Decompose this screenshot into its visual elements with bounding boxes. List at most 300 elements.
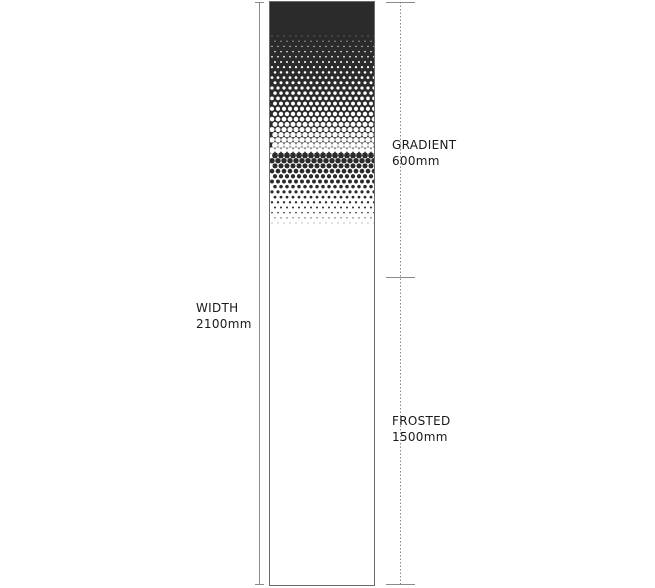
halftone-dot [333,122,338,127]
halftone-dot [355,56,357,58]
halftone-dot [321,174,325,178]
halftone-dot [274,61,276,63]
halftone-dot [354,97,358,101]
halftone-dot [310,81,313,84]
halftone-dot [344,223,345,224]
halftone-dot [356,36,357,37]
halftone-dot [346,51,348,53]
halftone-dot [319,56,321,58]
halftone-dot [304,41,305,42]
halftone-dot [335,147,341,153]
halftone-dot [349,201,351,203]
halftone-dot [367,46,368,47]
halftone-dot [339,174,343,178]
halftone-dot [346,217,347,218]
halftone-dot [306,190,309,193]
halftone-dot [309,91,312,94]
halftone-dot [308,132,313,137]
halftone-dot [282,180,286,184]
halftone-dot [338,142,344,148]
halftone-dot [298,51,300,53]
halftone-dot [370,61,372,63]
halftone-dot [328,71,331,74]
halftone-dot [341,137,347,143]
halftone-dot [334,41,335,42]
halftone-dot [280,71,283,74]
halftone-dot [306,117,311,122]
halftone-dot [354,180,358,184]
halftone-dot [344,142,350,148]
halftone-dot [360,86,363,89]
halftone-dot [357,112,361,116]
halftone-dot [296,163,301,168]
halftone-dot [369,102,373,106]
halftone-dot [290,163,295,168]
halftone-dot [277,76,280,79]
halftone-dot [351,185,355,189]
halftone-dot [333,185,337,189]
halftone-dot [291,91,294,94]
halftone-dot [310,71,313,74]
halftone-dot [283,212,285,214]
halftone-dot [336,86,339,89]
halftone-dot [370,41,371,42]
halftone-dot [311,137,317,143]
halftone-dot [319,66,321,68]
halftone-dot [302,163,307,168]
halftone-dot [320,153,326,159]
halftone-dot [338,153,344,159]
halftone-dot [296,153,302,159]
halftone-dot [356,142,362,148]
halftone-dot [328,196,331,199]
halftone-dot [278,163,283,168]
halftone-dot [272,132,277,137]
halftone-dot [364,71,367,74]
halftone-dot [299,158,304,163]
halftone-dot [303,102,307,106]
halftone-dot [365,127,370,132]
halftone-dot [352,71,355,74]
halftone-dot [326,142,332,148]
halftone-dot [365,147,371,153]
halftone-dot [336,97,340,101]
halftone-dot [328,217,329,218]
halftone-dot [286,196,289,199]
halftone-dot [294,117,299,122]
halftone-dot [274,217,275,218]
halftone-dot [363,112,367,116]
halftone-dot [272,142,278,148]
halftone-dot [314,142,320,148]
halftone-dot [355,201,357,203]
halftone-dot [368,163,373,168]
halftone-dot [357,174,361,178]
halftone-dot [272,153,278,159]
halftone-dot [305,137,311,143]
halftone-dot [364,206,366,208]
halftone-dot [358,81,361,84]
halftone-dot [285,174,289,178]
halftone-dot [286,81,289,84]
halftone-dot [289,76,292,79]
halftone-dot [316,217,317,218]
halftone-dot [366,97,370,101]
halftone-dot [301,46,302,47]
halftone-dot [270,86,273,89]
halftone-dot [301,76,304,79]
halftone-dot [327,174,331,178]
halftone-dot [304,206,306,208]
halftone-dot [357,122,362,127]
halftone-dot [368,132,373,137]
halftone-dot [360,190,363,193]
halftone-dot [286,71,289,74]
halftone-dot [356,223,357,224]
halftone-dot [336,190,339,193]
halftone-dot [298,61,300,63]
halftone-dot [289,201,291,203]
halftone-dot [353,137,359,143]
halftone-dot [281,127,286,132]
halftone-dot [360,117,365,122]
halftone-dot [291,102,295,106]
halftone-dot [352,51,354,53]
halftone-dot [305,158,310,163]
halftone-dot [322,217,323,218]
halftone-dot [295,66,297,68]
halftone-dot [325,56,327,58]
halftone-dot [286,51,288,53]
halftone-dot [350,36,351,37]
halftone-dot [336,180,340,184]
halftone-dot [364,81,367,84]
halftone-dot [366,169,371,174]
halftone-dot [360,107,364,111]
halftone-dot [337,201,339,203]
halftone-dot [307,56,309,58]
halftone-dot [280,61,282,63]
halftone-dot [337,76,340,79]
halftone-dot [316,196,319,199]
halftone-dot [301,66,303,68]
halftone-dot [271,56,273,58]
frosted-label [392,413,451,445]
halftone-dot [346,196,349,199]
halftone-dot [274,51,276,53]
halftone-dot [334,81,337,84]
halftone-dot [306,180,310,184]
halftone-dot [329,147,335,153]
halftone-dot [347,147,353,153]
halftone-dot [330,169,335,174]
halftone-dot [358,61,360,63]
halftone-dot [329,137,335,143]
halftone-dot [305,147,311,153]
halftone-dot [280,41,281,42]
halftone-dot [327,91,330,94]
halftone-dot [318,190,321,193]
halftone-dot [270,180,274,184]
halftone-dot [299,137,305,143]
halftone-dot [332,163,337,168]
halftone-dot [335,127,340,132]
halftone-dot [334,71,337,74]
halftone-dot [348,86,351,89]
halftone-dot [273,122,278,127]
halftone-dot [312,169,317,174]
halftone-dot [298,41,299,42]
halftone-dot [285,112,289,116]
halftone-dot [290,132,295,137]
halftone-dot [276,97,280,101]
halftone-dot [287,127,292,132]
halftone-dot [269,137,275,143]
halftone-dot [352,81,355,84]
halftone-dot [317,158,322,163]
halftone-dot [355,212,357,214]
halftone-dot [346,206,348,208]
halftone-dot [337,66,339,68]
halftone-dot [288,190,291,193]
halftone-dot [294,86,297,89]
halftone-dot [357,102,361,106]
halftone-dot [281,158,286,163]
halftone-dot [320,36,321,37]
halftone-dot [289,212,291,214]
halftone-dot [343,46,344,47]
halftone-dot [367,66,369,68]
halftone-dot [362,142,368,148]
halftone-dot [288,97,292,101]
halftone-dot [337,56,339,58]
halftone-dot [345,174,349,178]
halftone-dot [315,185,319,189]
halftone-dot [316,51,318,53]
halftone-dot [342,117,347,122]
halftone-dot [285,185,289,189]
halftone-dot [270,190,273,193]
halftone-dot [355,46,356,47]
halftone-dot [358,217,359,218]
halftone-dot [284,223,285,224]
halftone-dot [288,86,291,89]
halftone-dot [273,185,277,189]
halftone-dot [273,174,277,178]
halftone-dot [347,137,353,143]
halftone-dot [271,66,273,68]
halftone-dot [363,185,367,189]
halftone-dot [277,56,279,58]
halftone-dot [292,61,294,63]
halftone-dot [325,212,327,214]
halftone-dot [339,102,343,106]
halftone-dot [352,196,355,199]
halftone-dot [283,76,286,79]
halftone-dot [369,122,374,127]
halftone-dot [292,71,295,74]
halftone-dot [324,190,327,193]
halftone-dot [348,107,352,111]
halftone-dot [283,56,285,58]
halftone-dot [327,185,331,189]
gradient-label [392,137,456,169]
halftone-dot [323,147,329,153]
halftone-dot [321,185,325,189]
glass-panel [269,2,377,585]
halftone-dot [349,76,352,79]
halftone-dot [346,61,348,63]
halftone-dot [282,117,287,122]
halftone-dot [291,112,295,116]
halftone-dot [338,223,339,224]
halftone-dot [295,212,297,214]
halftone-dot [298,81,301,84]
halftone-dot [296,142,302,148]
halftone-dot [356,153,362,159]
halftone-dot [331,212,333,214]
halftone-dot [370,196,373,199]
halftone-dot [344,153,350,159]
halftone-dot [368,223,369,224]
halftone-dot [270,97,274,101]
halftone-dot [304,81,307,84]
halftone-dot [295,76,298,79]
halftone-dot [367,56,369,58]
halftone-dot [335,158,340,163]
halftone-dot [326,223,327,224]
halftone-dot [297,112,301,116]
halftone-dot [346,81,349,84]
halftone-dot [270,107,274,111]
halftone-dot [318,107,322,111]
halftone-dot [269,158,274,163]
halftone-dot [331,201,333,203]
halftone-dot [358,51,360,53]
halftone-dot [340,196,343,199]
halftone-dot [343,76,346,79]
halftone-dot [279,174,283,178]
halftone-dot [359,137,365,143]
halftone-dot [278,36,279,37]
halftone-dot [324,169,329,174]
width-label [196,300,252,332]
halftone-dot [287,158,292,163]
halftone-dot [362,223,363,224]
halftone-dot [302,142,308,148]
halftone-dot [345,185,349,189]
halftone-dot [306,97,310,101]
halftone-dot [361,66,363,68]
halftone-dot [313,201,315,203]
halftone-dot [274,71,277,74]
halftone-dot [318,86,321,89]
halftone-dot [279,112,283,116]
halftone-dot [355,76,358,79]
halftone-dot [339,185,343,189]
halftone-dot [364,51,366,53]
halftone-dot [369,91,372,94]
halftone-dot [338,36,339,37]
halftone-dot [287,147,293,153]
halftone-dot [276,117,281,122]
halftone-dot [331,46,332,47]
halftone-dot [355,66,357,68]
halftone-dot [294,190,297,193]
halftone-dot [279,102,283,106]
halftone-dot [357,91,360,94]
halftone-dot [306,169,311,174]
halftone-dot [284,142,290,148]
halftone-dot [286,61,288,63]
halftone-dot [328,61,330,63]
halftone-dot [272,223,273,224]
halftone-dot [312,180,316,184]
halftone-dot [328,206,330,208]
halftone-dot [322,41,323,42]
halftone-dot [275,127,280,132]
halftone-dot [277,46,278,47]
halftone-dot [286,217,287,218]
halftone-dot [321,102,325,106]
halftone-dot [300,169,305,174]
halftone-dot [314,223,315,224]
halftone-dot [308,153,314,159]
halftone-dot [339,112,343,116]
halftone-dot [298,206,300,208]
halftone-dot [364,61,366,63]
halftone-dot [319,201,321,203]
halftone-dot [301,212,303,214]
halftone-dot [304,61,306,63]
halftone-dot [322,196,325,199]
halftone-dot [310,61,312,63]
halftone-dot [348,117,353,122]
halftone-dot [330,117,335,122]
halftone-dot [322,206,324,208]
halftone-dot [282,169,287,174]
halftone-dot [357,185,361,189]
halftone-dot [299,147,305,153]
halftone-dot [352,61,354,63]
halftone-dot [364,217,365,218]
halftone-dot [352,41,353,42]
halftone-dot [304,51,306,53]
halftone-dot [332,142,338,148]
width-label-value: 2100mm [196,317,252,331]
halftone-dot [326,163,331,168]
halftone-dot [308,223,309,224]
halftone-dot [312,107,316,111]
halftone-dot [288,180,292,184]
halftone-dot [332,36,333,37]
halftone-dot [298,196,301,199]
halftone-dot [276,190,279,193]
halftone-dot [368,142,374,148]
halftone-dot [356,132,361,137]
halftone-dot [274,41,275,42]
halftone-dot [361,56,363,58]
halftone-dot [307,201,309,203]
halftone-dot [318,117,323,122]
halftone-dot [276,86,279,89]
halftone-dot [334,206,336,208]
halftone-dot [309,122,314,127]
halftone-dot [322,51,324,53]
halftone-dot [315,122,320,127]
halftone-dot [277,212,279,214]
halftone-dot [301,201,303,203]
